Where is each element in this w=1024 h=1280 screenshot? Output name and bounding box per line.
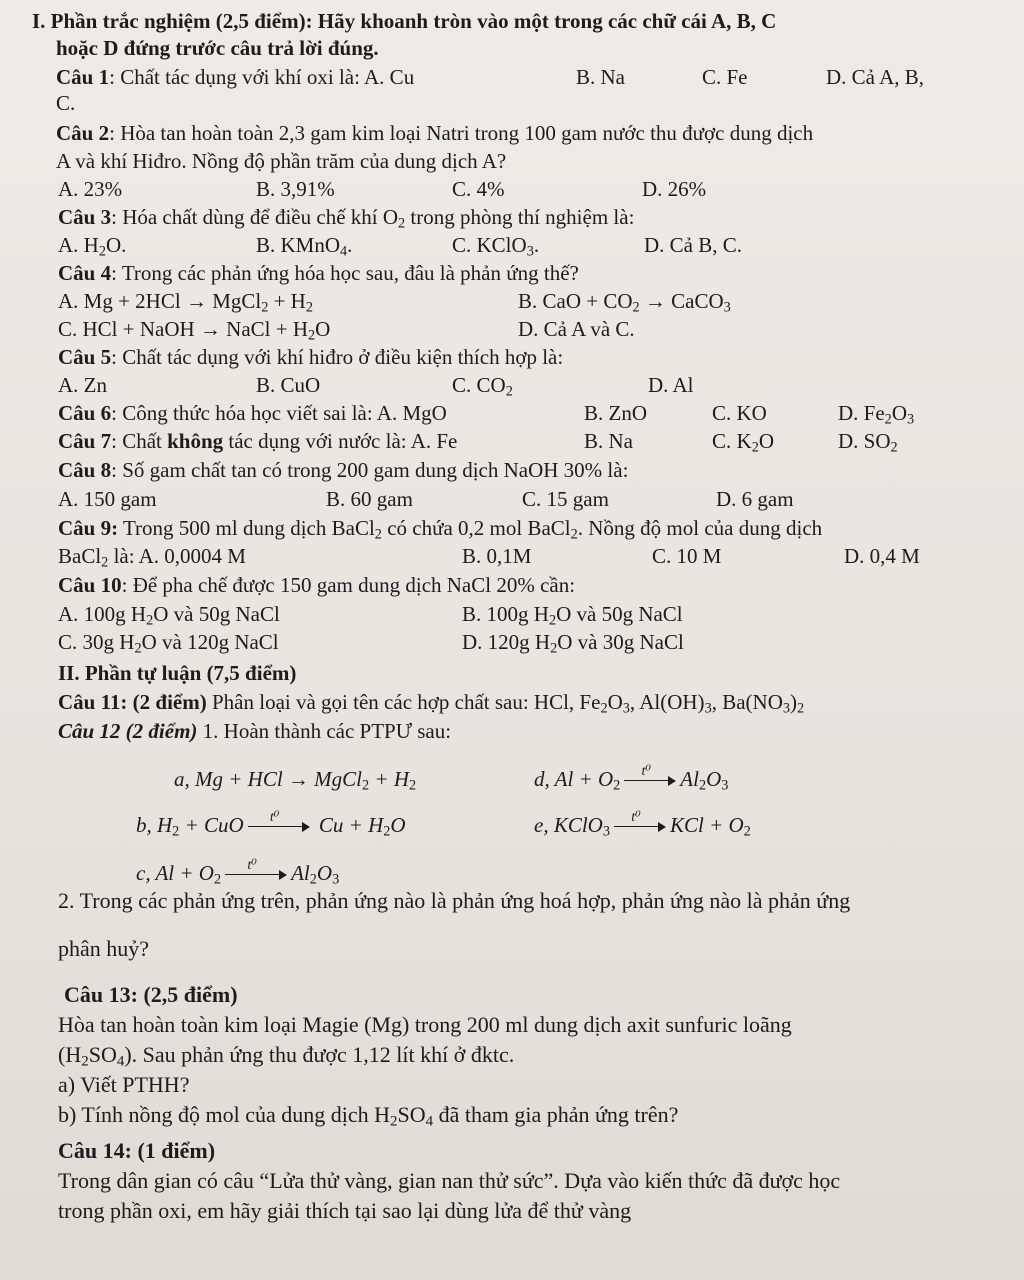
q5-option-d[interactable]: D. Al xyxy=(648,373,694,397)
q10-option-a[interactable]: A. 100g $H_2O$ và 50g NaCl xyxy=(58,602,280,629)
question-4-options-ab xyxy=(0,286,1024,316)
equation-row-3 xyxy=(0,858,1024,888)
question-13-line1: Hòa tan hoàn toàn kim loại Magie (Mg) trong 200 ml dung dịch axit sunfuric loãng xyxy=(58,1012,792,1037)
question-14-line2: trong phần oxi, em hãy giải thích tại sao lại dùng lửa để thử vàng xyxy=(58,1198,632,1223)
q9-option-b[interactable]: B. 0,1M xyxy=(462,544,532,568)
question-9: Câu 9: Trong 500 ml dung dịch BaCl$_2$ có chứa 0,2 mol BaCl$_2$. Nồng độ mol của dung dịch xyxy=(58,516,823,543)
q7-option-b[interactable]: B. Na xyxy=(584,429,633,453)
question-10: Câu 10: Để pha chế được 150 gam dung dịch NaCl 20% cần: xyxy=(58,573,576,597)
q8-option-b[interactable]: B. 60 gam xyxy=(326,487,413,511)
question-6: Câu 6: Công thức hóa học viết sai là: A. MgO B. ZnO C. KO D. $Fe_2O_3$ xyxy=(0,398,1024,428)
q5-option-c[interactable]: C. $CO_2$ xyxy=(452,373,513,400)
arrow-icon: t⁰ xyxy=(225,869,287,881)
question-5: Câu 5: Chất tác dụng với khí hiđro ở điều kiện thích hợp là: xyxy=(58,345,564,369)
q5-option-b[interactable]: B. CuO xyxy=(256,373,321,397)
q3-option-d[interactable]: D. Cả B, C. xyxy=(644,233,743,257)
q7-option-d[interactable]: D. $SO_2$ xyxy=(838,429,898,456)
question-3-options xyxy=(0,230,1024,260)
question-12: Câu 12 (2 điểm) 1. Hoàn thành các PTPƯ sau: xyxy=(58,719,452,743)
question-11: Câu 11: (2 điểm) Phân loại và gọi tên các hợp chất sau: HCl, $Fe_2O_3$, $Al(OH)_3$, $Ba(NO_3)_2$ xyxy=(58,690,805,717)
q2-option-d[interactable]: D. 26% xyxy=(642,177,707,201)
question-5-options xyxy=(0,370,1024,400)
q6-option-d[interactable]: D. $Fe_2O_3$ xyxy=(838,401,915,428)
equation-row-1 xyxy=(0,764,1024,794)
question-12-part2: 2. Trong các phản ứng trên, phản ứng nào là phản ứng hoá hợp, phản ứng nào là phản ứng xyxy=(58,888,851,913)
equation-row-2 xyxy=(0,810,1024,840)
section2-title: II. Phần tự luận (7,5 điểm) xyxy=(58,661,297,685)
arrow-icon: t⁰ xyxy=(248,821,310,833)
question-14-line1: Trong dân gian có câu “Lửa thử vàng, gian nan thử sức”. Dựa vào kiến thức đã được học xyxy=(58,1168,841,1193)
q1-option-c[interactable]: C. Fe xyxy=(702,65,748,89)
q3-option-c[interactable]: C. KClO$_3$. xyxy=(452,233,540,260)
q8-option-a[interactable]: A. 150 gam xyxy=(58,487,157,511)
q2-option-c[interactable]: C. 4% xyxy=(452,177,505,201)
question-9-options xyxy=(0,541,1024,571)
question-13-line2: $(H_2SO_4)$. Sau phản ứng thu được 1,12 lít khí ở đktc. xyxy=(58,1042,515,1070)
section1-title: I. Phần trắc nghiệm (2,5 điểm): Hãy khoanh tròn vào một trong các chữ cái A, B, C xyxy=(32,9,777,33)
q2-option-a[interactable]: A. 23% xyxy=(58,177,123,201)
question-4-options-cd xyxy=(0,314,1024,344)
q10-option-c[interactable]: C. 30g $H_2O$ và 120g NaCl xyxy=(58,630,279,657)
q8-option-d[interactable]: D. 6 gam xyxy=(716,487,794,511)
section1-title-cont: hoặc D đứng trước câu trả lời đúng. xyxy=(56,36,379,60)
question-14-title: Câu 14: (1 điểm) xyxy=(58,1138,216,1163)
q3-option-b[interactable]: B. KMnO$_4$. xyxy=(256,233,353,260)
q9-option-c[interactable]: C. 10 M xyxy=(652,544,722,568)
q4-option-a[interactable]: A. Mg + 2HCl → MgCl$_2$ + $H_2$ xyxy=(58,289,313,316)
q9-option-d[interactable]: D. 0,4 M xyxy=(844,544,920,568)
question-4: Câu 4: Trong các phản ứng hóa học sau, đâu là phản ứng thế? xyxy=(58,261,579,285)
question-10-options-ab xyxy=(0,599,1024,629)
question-8: Câu 8: Số gam chất tan có trong 200 gam dung dịch NaOH 30% là: xyxy=(58,458,629,482)
q2-option-b[interactable]: B. 3,91% xyxy=(256,177,335,201)
equation-e: e, KClO$_3$ t⁰ KCl + $O_2$ xyxy=(534,810,751,840)
q10-option-b[interactable]: B. 100g $H_2O$ và 50g NaCl xyxy=(462,602,683,629)
equation-b: b, $H_2$ + CuO t⁰ $Cu + H_2O$ xyxy=(136,810,406,840)
q4-option-c[interactable]: C. HCl + NaOH → NaCl + $H_2O$ xyxy=(58,317,331,344)
question-2-cont: A và khí Hiđro. Nồng độ phần trăm của dung dịch A? xyxy=(56,149,507,173)
q4-option-d[interactable]: D. Cả A và C. xyxy=(518,317,635,341)
arrow-icon: t⁰ xyxy=(614,821,666,833)
question-1-cont: C. xyxy=(56,91,76,115)
q6-option-b[interactable]: B. ZnO xyxy=(584,401,647,425)
q3-option-a[interactable]: A. $H_2O$. xyxy=(58,233,127,260)
q1-option-b[interactable]: B. Na xyxy=(576,65,625,89)
question-8-options xyxy=(0,484,1024,514)
q4-option-b[interactable]: B. CaO + $CO_2$ → CaCO$_3$ xyxy=(518,289,731,316)
q5-option-a[interactable]: A. Zn xyxy=(58,373,107,397)
question-12-part2-cont: phân huỷ? xyxy=(58,936,150,961)
q6-option-c[interactable]: C. KO xyxy=(712,401,767,425)
q7-option-c[interactable]: C. $K_2O$ xyxy=(712,429,774,456)
question-13-title: Câu 13: (2,5 điểm) xyxy=(64,982,238,1007)
q9-option-a[interactable]: BaCl$_2$ là: A. 0,0004 M xyxy=(58,544,246,571)
q8-option-c[interactable]: C. 15 gam xyxy=(522,487,609,511)
question-10-options-cd xyxy=(0,627,1024,657)
question-1: Câu 1: Chất tác dụng với khí oxi là: A. Cu B. Na C. Fe D. Cả A, B, xyxy=(0,62,1024,92)
question-2: Câu 2: Hòa tan hoàn toàn 2,3 gam kim loại Natri trong 100 gam nước thu được dung dịch xyxy=(56,121,814,145)
q10-option-d[interactable]: D. 120g $H_2O$ và 30g NaCl xyxy=(462,630,684,657)
arrow-icon: t⁰ xyxy=(624,775,676,787)
equation-c: c, $Al + O_2$ t⁰ $Al_2O_3$ xyxy=(136,858,340,888)
question-13-b: b) Tính nồng độ mol của dung dịch $H_2SO_4$ đã tham gia phản ứng trên? xyxy=(58,1102,679,1130)
question-2-options xyxy=(0,174,1024,204)
q1-option-d[interactable]: D. Cả A, B, xyxy=(826,65,925,89)
equation-d: d, $Al + O_2$ t⁰ $Al_2O_3$ xyxy=(534,764,729,794)
equation-a: a, Mg + HCl → MgCl$_2$ + $H_2$ xyxy=(174,767,417,794)
question-3: Câu 3: Hóa chất dùng để điều chế khí $O_2$ trong phòng thí nghiệm là: xyxy=(58,205,635,232)
question-13-a: a) Viết PTHH? xyxy=(58,1072,190,1097)
question-7: Câu 7: Chất không tác dụng với nước là: A. Fe B. Na C. $K_2O$ D. $SO_2$ xyxy=(0,426,1024,456)
